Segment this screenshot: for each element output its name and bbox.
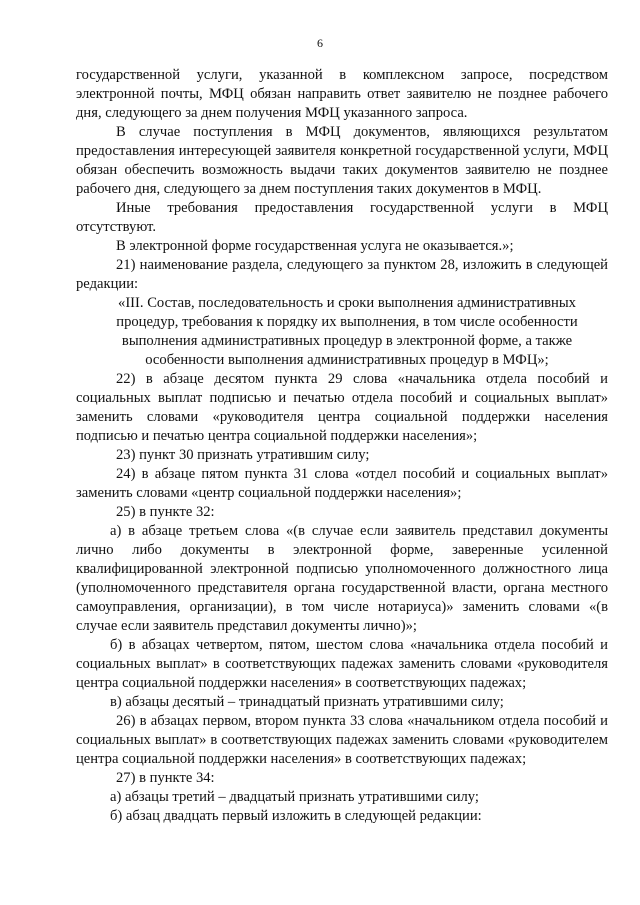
list-item-27: 27) в пункте 34: [116,770,215,786]
paragraph-other-requirements: Иные требования предоставления государственной услуги в МФЦ отсутствуют. [76,200,608,235]
heading-line: «III. Состав, последовательность и сроки выполнения административных [118,295,576,311]
sub-item-27a: а) абзацы третий – двадцатый признать утратившими силу; [110,789,479,805]
list-item-24: 24) в абзаце пятом пункта 31 слова «отдел пособий и социальных выплат» заменить словами «центр социальной поддержки населения»; [76,466,608,501]
heading-line: выполнения административных процедур в электронной форме, а также [121,333,573,349]
sub-item-27b: б) абзац двадцать первый изложить в следующей редакции: [110,808,482,824]
paragraph-mfc-response: государственной услуги, указанной в комплексном запросе, посредством электронной почты, МФЦ обязан направить ответ заявителю не позднее рабочего дня, следующего за днем получения МФЦ указанного запроса. [76,67,608,121]
page-number: 6 [317,36,323,50]
sub-item-25c: в) абзацы десятый – тринадцатый признать утратившими силу; [110,694,504,710]
sub-item-25a: а) в абзаце третьем слова «(в случае если заявитель представил документы лично либо документы в электронной форме, заверенные усиленной квалифицированной электронной подписью уполномоченного должностного лица (уполномоченного представителя органа государственной власти, органа местного самоуправления, организации), в том числе нотариуса)» заменить словами «(в случае если заявитель представил документы лично)»; [76,523,608,634]
heading-line: процедур, требования к порядку их выполнения, в том числе особенности [116,314,578,330]
sub-item-25b: б) в абзацах четвертом, пятом, шестом слова «начальника отдела пособий и социальных выплат» в соответствующих падежах заменить словами «руководителя центра социальной поддержки населения» в соответствующих падежах; [76,637,608,691]
list-item-26: 26) в абзацах первом, втором пункта 33 слова «начальником отдела пособий и социальных выплат» в соответствующих падежах заменить словами «руководителем центра социальной поддержки населения» в соответствующих падежах; [76,713,608,767]
list-item-21: 21) наименование раздела, следующего за пунктом 28, изложить в следующей редакции: [76,257,608,292]
section-heading [76,294,608,370]
list-item-23: 23) пункт 30 признать утратившим силу; [116,447,370,463]
list-item-22: 22) в абзаце десятом пункта 29 слова «начальника отдела пособий и социальных выплат подписью и печатью отдела пособий и социальных выплат» заменить словами «руководителя центра социальной поддержки населения подписью и печатью центра социальной поддержки населения»; [76,371,608,444]
heading-line: особенности выполнения административных процедур в МФЦ»; [145,352,549,368]
paragraph-mfc-documents: В случае поступления в МФЦ документов, являющихся результатом предоставления интересующей заявителя конкретной государственной услуги, МФЦ обязан обеспечить возможность выдачи таких документов заявителю не позднее рабочего дня, следующего за днем поступления таких документов в МФЦ. [76,124,608,197]
document-body [76,66,608,826]
paragraph-electronic-form: В электронной форме государственная услуга не оказывается.»; [116,238,514,254]
list-item-25: 25) в пункте 32: [116,504,215,520]
